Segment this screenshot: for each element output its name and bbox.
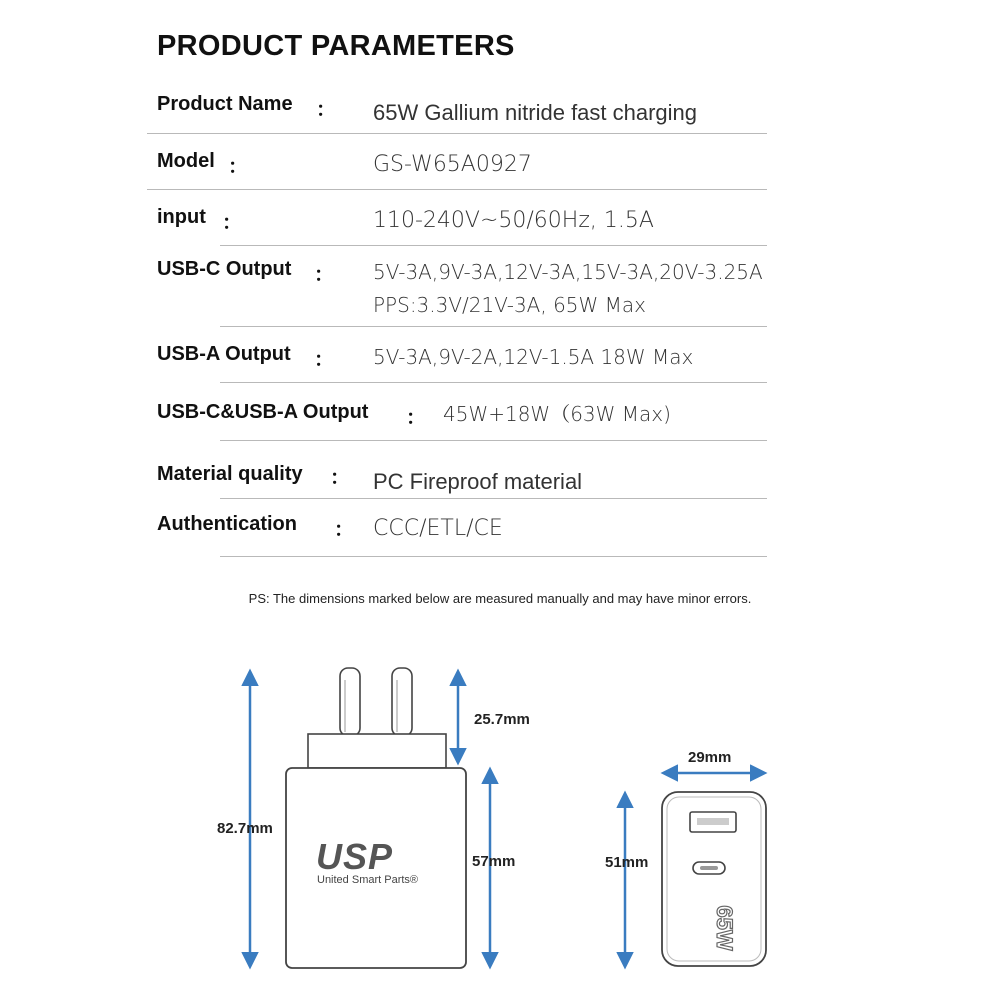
param-value-usb-c-output: [373, 256, 763, 322]
param-colon: ：: [314, 349, 334, 371]
plug-prongs: [340, 668, 412, 736]
param-label-authentication: Authentication: [157, 513, 297, 535]
row-divider: [220, 556, 767, 557]
param-colon: ：: [316, 99, 336, 121]
value-line: GS-W65A0927: [373, 152, 532, 177]
param-label-material-quality: Material quality: [157, 463, 303, 485]
param-value-model: [373, 148, 532, 181]
value-line: 110-240V~50/60Hz, 1.5A: [373, 208, 654, 233]
usp-logo: USP: [316, 836, 394, 877]
row-divider: [147, 189, 767, 190]
param-label-usb-c-usb-a-output: USB-C&USB-A Output: [157, 401, 369, 423]
param-colon: ：: [222, 212, 242, 234]
param-value-product-name: [373, 96, 697, 129]
device-marking: 65W: [712, 905, 737, 951]
param-value-material-quality: [373, 465, 582, 498]
param-colon: ：: [334, 519, 354, 541]
usp-logo-tagline: United Smart Parts®: [317, 874, 419, 886]
param-colon: ：: [406, 407, 426, 429]
charger-drawing: [0, 640, 1000, 1000]
row-divider: [220, 498, 767, 499]
row-divider: [220, 245, 767, 246]
dimension-diagram: [0, 640, 1000, 1000]
row-divider: [220, 440, 767, 441]
label-total-height: 82.7mm: [217, 820, 273, 837]
value-line: 45W+18W（63W Max): [443, 402, 671, 426]
param-colon: ：: [330, 467, 350, 489]
param-value-usb-c-usb-a-output: [443, 398, 671, 431]
param-colon: ：: [314, 264, 334, 286]
value-line: PC Fireproof material: [373, 469, 583, 494]
label-plug-height: 25.7mm: [474, 711, 530, 728]
param-value-input: [373, 204, 654, 237]
param-label-input: input: [157, 206, 206, 228]
row-divider: [147, 133, 767, 134]
row-divider: [220, 326, 767, 327]
value-line: 5V-3A,9V-3A,12V-3A,15V-3A,20V-3.25A: [373, 260, 763, 284]
label-side-height: 51mm: [605, 854, 649, 871]
param-label-model: Model: [157, 150, 215, 172]
value-line: 5V-3A,9V-2A,12V-1.5A 18W Max: [373, 345, 694, 369]
value-line: CCC/ETL/CE: [373, 516, 503, 541]
page-title: PRODUCT PARAMETERS: [157, 30, 515, 62]
param-value-usb-a-output: [373, 341, 693, 374]
param-colon: ：: [228, 156, 248, 178]
param-label-usb-c-output: USB-C Output: [157, 258, 292, 280]
value-line: PPS:3.3V/21V-3A, 65W Max: [373, 293, 647, 317]
measurement-note: PS: The dimensions marked below are measured manually and may have minor errors.: [248, 591, 752, 606]
plug-base: [308, 734, 446, 768]
param-value-authentication: [373, 512, 503, 545]
value-line: 65W Gallium nitride fast charging: [373, 100, 698, 125]
label-width: 29mm: [688, 749, 732, 766]
row-divider: [220, 382, 767, 383]
label-body-height: 57mm: [472, 853, 516, 870]
param-label-usb-a-output: USB-A Output: [157, 343, 291, 365]
param-label-product-name: Product Name: [157, 93, 293, 115]
